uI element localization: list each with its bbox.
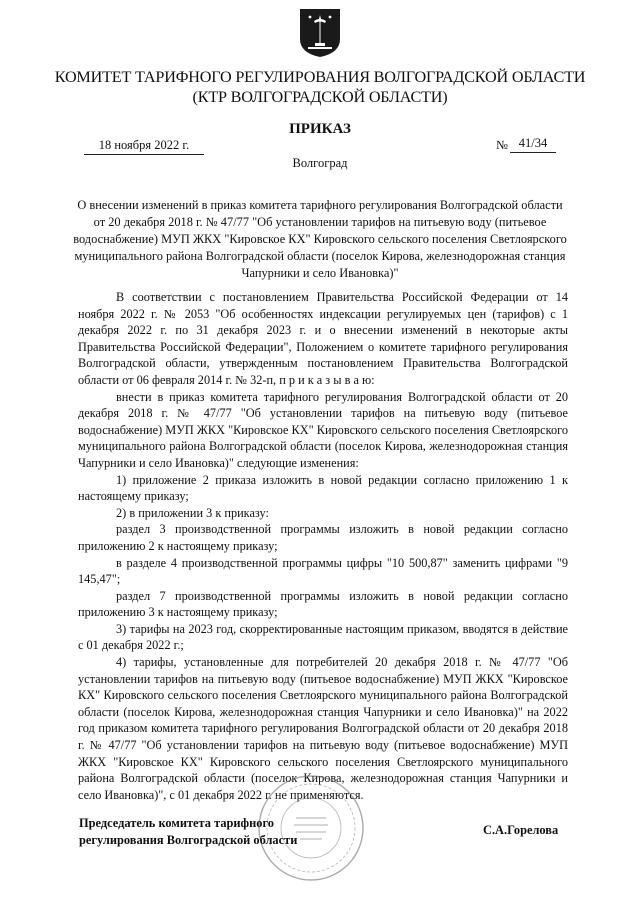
body-subitem-section-3: раздел 3 производственной программы изложить в новой редакции согласно приложению 2 к настоящему приказу;	[78, 522, 568, 553]
document-date: 18 ноября 2022 г.	[84, 137, 204, 155]
body-item-4: 4) тарифы, установленные для потребителей 20 декабря 2018 г. № 47/77 "Об установлении тарифов на питьевую воду (питьевое водоснабжение) МУП ЖКХ "Кировское КХ" Кировского сельского поселения Светлоярского муниципального района Волгоградской области (поселок Кирова, железнодорожная станция Чапурники и село Ивановка)" на 2022 год приказом комитета тарифного регулирования Волгоградской области от 20 декабря 2018 г. № 47/77 "Об установлении тарифов на питьевую воду (питьевое водоснабжение) МУП ЖКХ "Кировское КХ" Кировского сельского поселения Светлоярского муниципального района Волгоградской области (поселок Кирова, железнодорожная станция Чапурники и село Ивановка)", с 01 декабря 2022 г. не применяются.	[78, 655, 568, 802]
body-item-2: 2) в приложении 3 к приказу:	[116, 505, 269, 520]
number-sign: №	[496, 138, 508, 152]
body-paragraph-order: внести в приказ комитета тарифного регулирования Волгоградской области от 20 декабря 2018 г. № 47/77 "Об установлении тарифов на питьевую воду (питьевое водоснабжение) МУП ЖКХ "Кировское КХ" Кировского сельского поселения Светлоярского муниципального района Волгоградской области (поселок Кирова, железнодорожная станция Чапурники и село Ивановка)" следующие изменения:	[78, 389, 568, 470]
document-body	[78, 289, 568, 803]
document-number: 41/34	[510, 135, 556, 153]
body-paragraph-preamble: В соответствии с постановлением Правительства Российской Федерации от 14 ноября 2022 г. № 2053 "Об особенностях индексации регулируемых цен (тарифов) с 1 декабря 2022 г. по 31 декабря 2023 г. и о внесении изменений в некоторые акты Правительства Российской Федерации", Положением о комитете тарифного регулирования Волгоградской области, утвержденным постановлением Правительства Волгоградской области от 06 февраля 2014 г. № 32-п, п р и к а з ы в а ю:	[78, 290, 568, 387]
document-type-title: ПРИКАЗ	[289, 121, 351, 137]
body-subitem-section-7: раздел 7 производственной программы изложить в новой редакции согласно приложению 3 к настоящему приказу;	[78, 588, 568, 620]
body-item-3: 3) тарифы на 2023 год, скорректированные настоящим приказом, вводятся в действие с 01 декабря 2022 г.;	[78, 621, 568, 653]
signatory-position-line1: Председатель комитета тарифного	[79, 816, 274, 830]
body-item-1: 1) приложение 2 приказа изложить в новой редакции согласно приложению 1 к настоящему приказу;	[78, 472, 568, 504]
signatory-name: С.А.Горелова	[483, 823, 559, 837]
document-subject: О внесении изменений в приказ комитета тарифного регулирования Волгоградской области от 20 декабря 2018 г. № 47/77 "Об установлении тарифов на питьевую воду (питьевое водоснабжение) МУП ЖКХ "Кировское КХ" Кировского сельского поселения Светлоярского муниципального района Волгоградской области (поселок Кирова, железнодорожная станция Чапурники и село Ивановка)"	[73, 198, 567, 280]
signatory-position	[79, 815, 297, 849]
signatory-position-line2: регулирования Волгоградской области	[79, 833, 298, 847]
volgograd-coat-of-arms-icon	[298, 7, 342, 59]
committee-name: КОМИТЕТ ТАРИФНОГО РЕГУЛИРОВАНИЯ ВОЛГОГРАДСКОЙ ОБЛАСТИ	[54, 68, 586, 86]
committee-abbreviation: (КТР ВОЛГОГРАДСКОЙ ОБЛАСТИ)	[192, 88, 448, 106]
body-subitem-section-4: в разделе 4 производственной программы цифры "10 500,87" заменить цифрами "9 145,47";	[78, 555, 568, 587]
document-city: Волгоград	[292, 156, 348, 170]
